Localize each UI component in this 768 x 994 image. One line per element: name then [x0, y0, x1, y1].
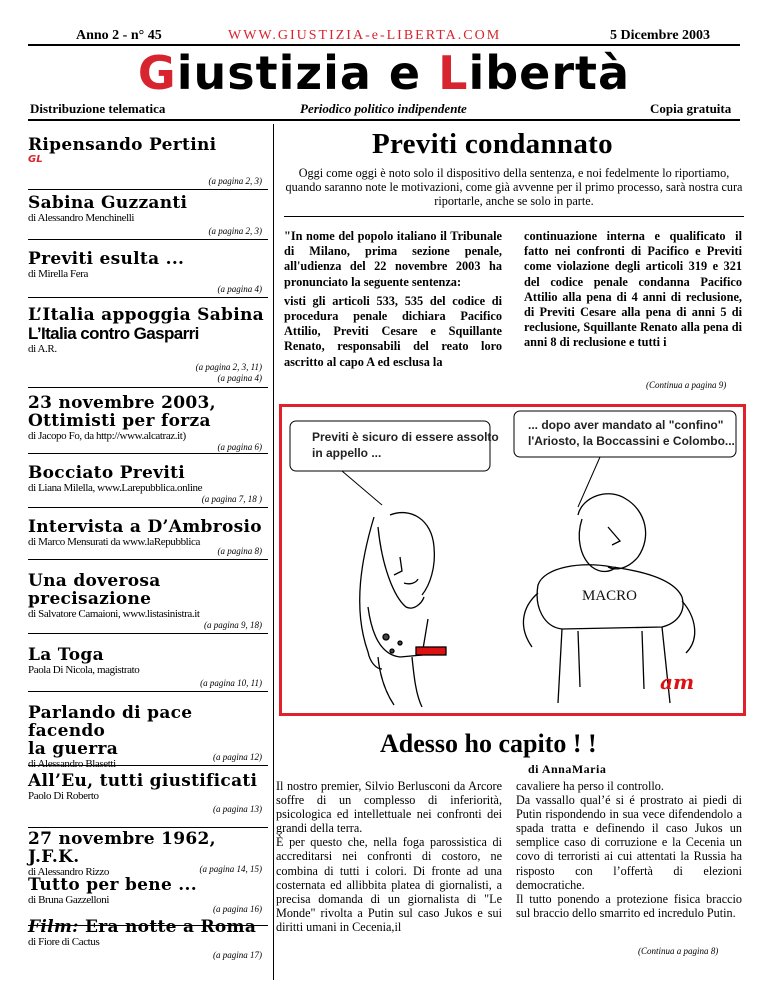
index-byline: di Bruna Gazzelloni — [28, 894, 109, 906]
index-title: Tutto per bene ... — [28, 875, 197, 895]
index-item-bocciato[interactable] — [28, 464, 268, 508]
figure-woman — [360, 513, 446, 707]
index-byline: di Salvatore Camaioni, www.listasinistra.it — [28, 608, 200, 620]
index-title: Parlando di pace facendo — [28, 703, 193, 741]
index-byline: di Alessandro Blasetti — [28, 758, 116, 770]
lead-intro: Oggi come oggi è noto solo il dispositivo della sentenza, e noi fedelmente lo riportiamo, quando saranno note le motivazioni, come già avvenne per il primo processo, sarà nostra cura riportarle, anche se solo in parte. — [285, 166, 743, 208]
masthead-word-1: iustizia e — [176, 46, 439, 100]
index-page-ref: (a pagina 17) — [213, 950, 262, 960]
lead-column-2 — [524, 229, 742, 355]
index-title: 27 novembre 1962, J.F.K. — [28, 829, 216, 867]
index-title: Previti esulta ... — [28, 249, 185, 269]
index-title: All’Eu, tutti giustificati — [28, 771, 258, 791]
index-page-ref: (a pagina 16) — [213, 904, 262, 914]
lead-paragraph-3: continuazione interna e qualificato il fatto nei confronti di Pacifico e Previti come violazione degli articoli 319 e 321 del codice penale condanna Pacifico Attilio alla pena di 4 anni di reclusione, di Previti Cesare alla pena di anni 5 di reclusione, Squillante Renato alla pena di anni 8 di reclusione e tutti i — [524, 229, 742, 350]
second-column-2: cavaliere ha perso il controllo. Da vassallo qual’é si é prostrato ai piedi di Putin rispondendo in sua vece difendendolo a spada tratta e definendo il caso Jukos un semplice caso di corruzione e la Cecenia un covo di terroristi ai cui attentati la Russia ha risposto con l’offertà di elezioni democratiche. Il tutto ponendo a protezione fisica braccio sul braccio dello smarrito ed incredulo Putin. — [516, 779, 742, 920]
cartoon-illustration — [279, 404, 746, 716]
index-title: La Toga — [28, 645, 104, 665]
balloon-right-line-1: ... dopo aver mandato al "confino" — [528, 418, 724, 432]
index-title: Bocciato Previti — [28, 463, 185, 483]
index-item-ottimisti[interactable] — [28, 394, 268, 454]
index-byline: di Marco Mensurati da www.laRepubblica — [28, 536, 200, 548]
index-byline: di Fiore di Cactus — [28, 936, 100, 948]
index-title: Sabina Guzzanti — [28, 193, 188, 213]
index-byline: di Mirella Fera — [28, 268, 88, 280]
masthead-initial-g: G — [137, 46, 177, 100]
index-title: Una doverosa — [28, 571, 161, 591]
lead-paragraph-2: visti gli articoli 533, 535 del codice di procedura penale dichiara Pacifico Attilio, Previti Cesare e Squillante Renato, responsabili del reato loro ascritto al capo A ed esclusa la — [284, 293, 502, 369]
lead-headline: Previti condannato — [372, 128, 613, 160]
lead-paragraph-1: "In nome del popolo italiano il Tribunale di Milano, prima sezione penale, all'udienza del 22 novembre 2003 ha pronunciato la seguente sentenza: — [284, 229, 502, 289]
balloon-left-tail — [342, 471, 382, 505]
lead-column-1 — [284, 229, 502, 374]
lead-continue-link[interactable]: (Continua a pagina 9) — [646, 380, 727, 390]
index-title-line2: L’Italia contro Gasparri — [28, 324, 199, 343]
index-item-pace[interactable] — [28, 703, 268, 770]
column-divider — [273, 124, 274, 980]
free-copy-tagline: Copia gratuita — [650, 101, 732, 116]
lead-rule — [284, 216, 744, 217]
index-title-line2: Ottimisti per forza — [28, 411, 211, 431]
index-item-film[interactable] — [28, 918, 268, 966]
index-item-pertini[interactable] — [28, 136, 268, 190]
index-byline: di A.R. — [28, 343, 57, 355]
index-byline: di Alessandro Rizzo — [28, 866, 109, 878]
cartoon-signature: am — [660, 670, 695, 694]
index-title-line2: precisazione — [28, 589, 152, 609]
index-item-previti-esulta[interactable] — [28, 250, 268, 298]
index-title-italic: Film: — [28, 917, 79, 937]
index-title: Ripensando Pertini — [28, 135, 217, 155]
index-title: L’Italia appoggia Sabina — [28, 305, 264, 325]
index-byline: Paolo Di Roberto — [28, 790, 99, 802]
masthead-initial-l: L — [438, 46, 469, 100]
index-title: 23 novembre 2003, — [28, 393, 216, 413]
second-continue-link[interactable]: (Continua a pagina 8) — [638, 946, 719, 956]
index-byline: di Alessandro Menchinelli — [28, 212, 135, 224]
index-title: Intervista a D’Ambrosio — [28, 517, 262, 537]
index-page-ref: (a pagina 14, 15) — [199, 864, 262, 874]
index-item-sabina[interactable] — [28, 306, 268, 388]
index-item-precisazione[interactable] — [28, 572, 268, 634]
index-byline: di Liana Milella, www.Larepubblica.online — [28, 482, 203, 494]
index-item-jfk[interactable] — [28, 830, 268, 878]
index-page-ref: (a pagina 6) — [217, 442, 262, 452]
second-byline: di AnnaMaria — [528, 762, 607, 776]
issue-number: Anno 2 - n° 45 — [76, 28, 162, 43]
index-byline: GL — [28, 154, 43, 165]
index-page-ref: (a pagina 9, 18) — [204, 620, 262, 630]
masthead-word-2: ibertà — [468, 46, 631, 100]
index-byline: di Jacopo Fo, da http://www.alcatraz.it) — [28, 430, 186, 442]
website-url[interactable]: WWW.GIUSTIZIA-e-LIBERTA.COM — [228, 28, 502, 43]
masthead-rule — [28, 119, 740, 121]
balloon-right-line-2: l'Ariosto, la Boccassini e Colombo... — [528, 434, 735, 448]
index-page-ref: (a pagina 13) — [213, 804, 262, 814]
index-title-rest: Era notte a Roma — [78, 917, 257, 937]
distribution-tagline: Distribuzione telematica — [30, 101, 166, 116]
index-byline: Paola Di Nicola, magistrato — [28, 664, 140, 676]
index-page-ref: (a pagina 2, 3, 11) — [195, 362, 262, 372]
index-page-ref: (a pagina 12) — [213, 752, 262, 762]
index-page-ref: (a pagina 2, 3) — [208, 226, 262, 236]
index-page-ref: (a pagina 4) — [217, 284, 262, 294]
balloon-left-line-1: Previti è sicuro di essere assolto — [312, 430, 499, 444]
index-item-toga[interactable] — [28, 646, 268, 692]
index-page-ref-2: (a pagina 4) — [217, 373, 262, 383]
periodical-tagline: Periodico politico indipendente — [300, 101, 467, 116]
index-item-eu[interactable] — [28, 772, 268, 828]
index-item-guzzanti[interactable] — [28, 194, 268, 240]
second-column-1: Il nostro premier, Silvio Berlusconi da Arcore soffre di un complesso di inferiorità, psicologica ed intellettuale nei confronti dei grandi della terra. È per questo che, nella foga parossistica di accreditarsi nei confronti di costoro, ne combina di tutti i colori. Di fronte ad una costernata ed allibbita platea di giornalisti, a precisa domanda di un giornalista di "Le Monde" rivolta a Putin sul caso Jukos e sui diritti umani in Cecenia,il — [276, 779, 502, 934]
index-title-line2: la guerra — [28, 739, 119, 759]
cartoon-drawing — [282, 407, 743, 713]
balloon-left-line-2: in appello ... — [312, 446, 382, 460]
issue-date: 5 Dicembre 2003 — [610, 28, 711, 43]
index-title — [28, 918, 268, 936]
index-page-ref: (a pagina 10, 11) — [200, 678, 262, 688]
shirt-text: MACRO — [582, 588, 638, 604]
masthead-title — [0, 46, 768, 100]
second-headline: Adesso ho capito ! ! — [380, 729, 597, 758]
index-page-ref: (a pagina 2, 3) — [208, 176, 262, 186]
index-page-ref: (a pagina 8) — [217, 546, 262, 556]
index-item-dambrosio[interactable] — [28, 518, 268, 560]
index-page-ref: (a pagina 7, 18 ) — [201, 494, 262, 504]
